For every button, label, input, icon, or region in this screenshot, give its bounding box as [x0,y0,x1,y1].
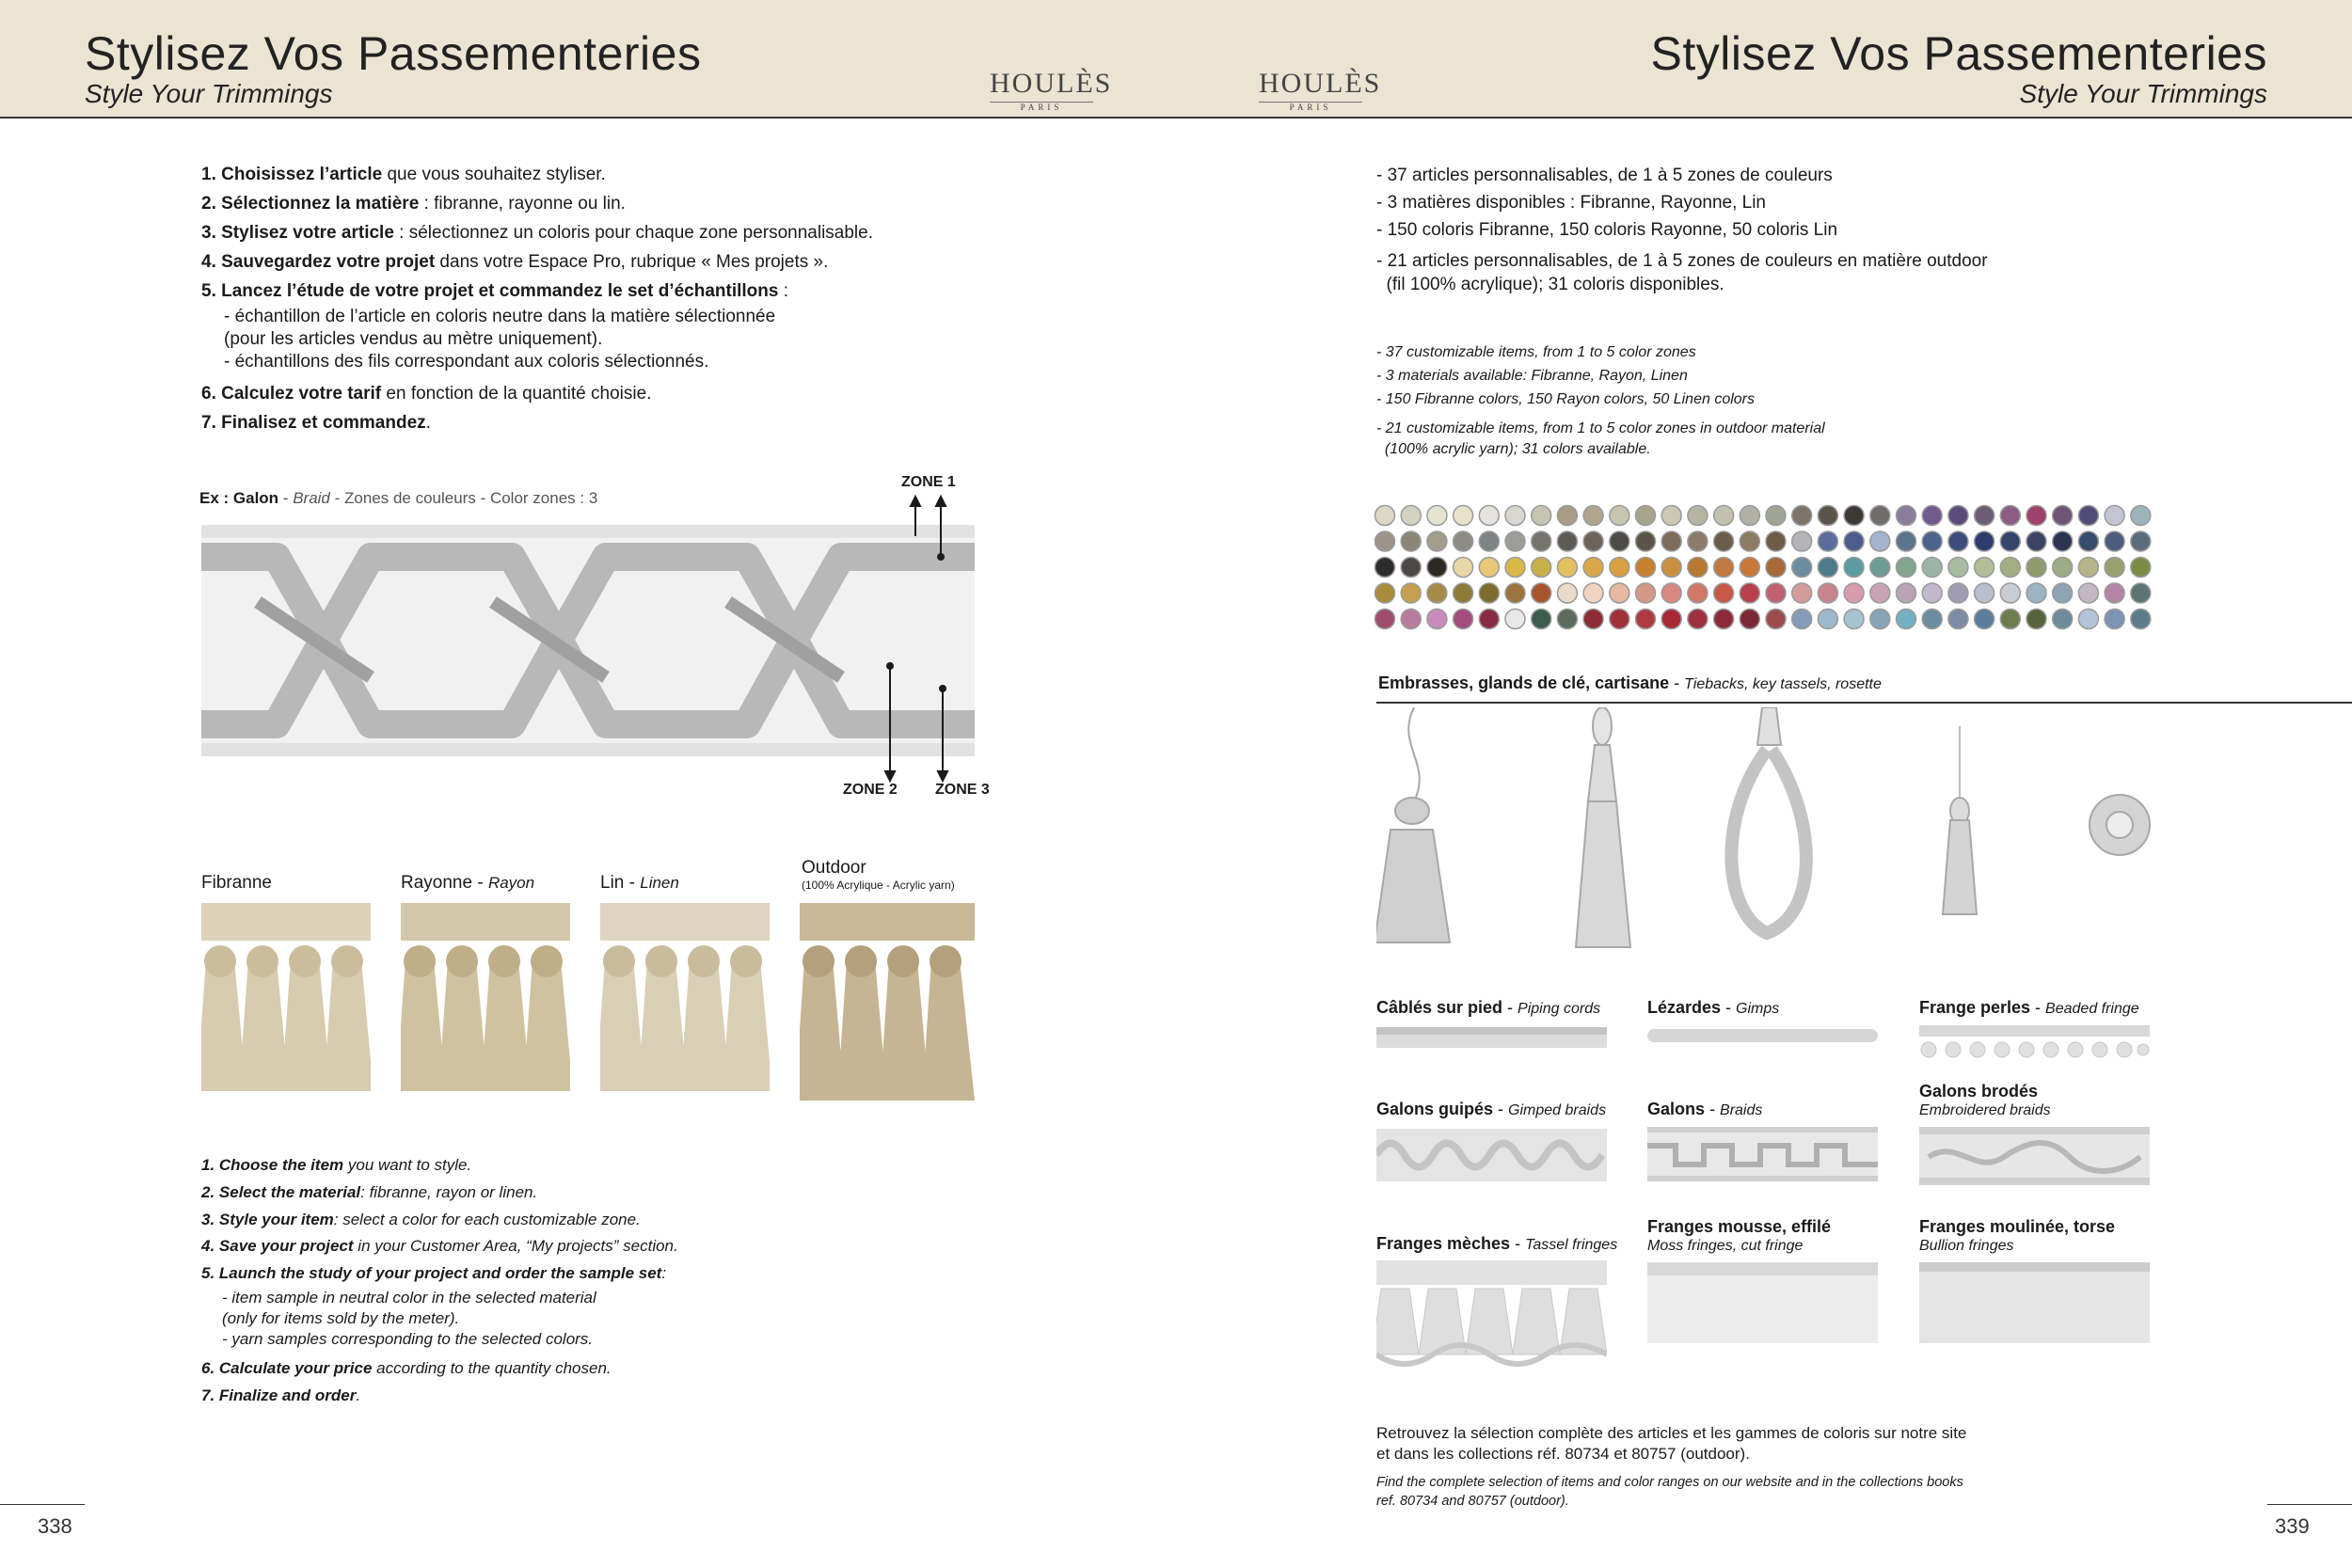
color-swatch [1766,506,1786,526]
color-swatch [1375,531,1395,551]
color-swatch [1532,506,1551,526]
right-page-rule [2267,1504,2352,1505]
left-page-rule [0,1504,85,1505]
color-swatch [1870,531,1890,551]
step-en: 5. Launch the study of your project and order the sample set: [201,1264,667,1283]
color-swatch [2026,531,2046,551]
bullion-fringes-image [1919,1262,2150,1345]
left-header-title: Stylisez Vos Passementeries [85,27,702,80]
step-fr: 4. Sauvegardez votre projet dans votre Espace Pro, rubrique « Mes projets ». [201,252,829,272]
color-swatch [1661,583,1681,603]
color-swatch [2131,583,2151,603]
color-swatch [1818,610,1837,629]
color-swatch [1948,610,1968,629]
color-swatch [1636,531,1656,551]
material-fibranne-label: Fibranne [201,873,272,893]
color-swatch [1427,531,1447,551]
color-swatch [1688,583,1708,603]
footer-en [1376,1473,2280,1511]
color-swatch [1505,610,1525,629]
color-swatch [1792,506,1812,526]
fact-en: - 3 materials available: Fibranne, Rayon, Linen [1376,368,1688,384]
right-header-title: Stylisez Vos Passementeries [1650,27,2267,80]
color-swatch [2131,558,2151,578]
footer-fr-line: et dans les collections réf. 80734 et 80757 (outdoor). [1376,1445,1750,1463]
color-swatch [2078,506,2098,526]
color-swatch [1479,610,1499,629]
logo-name: HOULÈS [990,68,1093,103]
step-5-detail: (pour les articles vendus au mètre uniquement). [224,329,603,349]
fact-en: - 150 Fibranne colors, 150 Rayon colors, 50 Linen colors [1376,391,1755,407]
color-swatch [1401,531,1421,551]
color-swatch [1714,583,1734,603]
right-page-number: 339 [2275,1514,2310,1538]
material-rayonne-label: Rayonne - Rayon [401,873,535,893]
moss-fringes-image [1647,1262,1878,1345]
color-swatch [1792,610,1812,629]
step-en: 7. Finalize and order. [201,1386,361,1404]
color-swatch [1740,558,1759,578]
color-swatch [2078,558,2098,578]
color-swatch [1975,506,1994,526]
color-swatch [1583,531,1603,551]
fact-fr: - 37 articles personnalisables, de 1 à 5 zones de couleurs [1376,166,1833,185]
color-swatch [1792,558,1812,578]
color-swatch [2053,558,2073,578]
left-page-number: 338 [38,1514,72,1538]
color-swatch [1479,506,1499,526]
color-swatch [1375,558,1395,578]
color-swatch [1583,506,1603,526]
step-fr: 2. Sélectionnez la matière : fibranne, rayonne ou lin. [201,194,626,214]
color-swatch [1844,531,1864,551]
footer-fr [1376,1423,2280,1465]
color-swatch [1688,558,1708,578]
color-swatch [2026,610,2046,629]
color-swatch [2053,583,2073,603]
material-outdoor-label: Outdoor [802,858,866,878]
example-caption: Ex : Galon - Braid - Zones de couleurs - Color zones : 3 [199,489,598,507]
category-moss-fringes-en: Moss fringes, cut fringe [1647,1238,1804,1254]
accessories-rule [1376,702,2352,704]
category-gimped-braids: Galons guipés - Gimped braids [1376,1100,1607,1118]
step-fr: 5. Lancez l’étude de votre projet et commandez le set d’échantillons : [201,281,788,301]
fact-outdoor-fr: (fil 100% acrylique); 31 coloris disponibles. [1376,275,1724,294]
color-swatch [1688,506,1708,526]
color-swatch [1897,506,1916,526]
color-swatch [1401,506,1421,526]
color-swatch [2000,583,2020,603]
step-5-detail-en: - yarn samples corresponding to the selected colors. [222,1329,594,1348]
color-swatch [2026,583,2046,603]
color-swatch [1661,558,1681,578]
material-lin-label: Lin - Linen [600,873,679,893]
color-swatch [2105,531,2124,551]
color-swatch [1714,531,1734,551]
lin-fringe-image [600,903,770,1102]
color-swatch [1583,583,1603,603]
color-swatch [1479,531,1499,551]
color-swatch [1661,506,1681,526]
category-tassel-fringes: Franges mèches - Tassel fringes [1376,1234,1618,1253]
color-swatch [1479,558,1499,578]
logo-city: PARIS [1020,103,1063,112]
color-swatch [1844,583,1864,603]
color-swatch [2105,558,2124,578]
zone-2-label: ZONE 2 [843,782,898,798]
color-swatch [1948,531,1968,551]
color-swatch [1583,610,1603,629]
color-swatch [1401,610,1421,629]
color-swatch [1557,583,1577,603]
color-swatch [1897,558,1916,578]
color-swatch [1557,506,1577,526]
category-braids: Galons - Braids [1647,1100,1763,1118]
color-swatch [1583,558,1603,578]
color-swatch-grid [1374,500,2154,636]
color-swatch [1375,610,1395,629]
color-swatch [1636,506,1656,526]
color-swatch [1948,558,1968,578]
color-swatch [1427,558,1447,578]
fact-fr: - 150 coloris Fibranne, 150 coloris Rayonne, 50 coloris Lin [1376,220,1838,240]
step-fr: 3. Stylisez votre article : sélectionnez un coloris pour chaque zone personnalisable. [201,223,873,243]
step-en: 2. Select the material: fibranne, rayon or linen. [201,1182,538,1201]
color-swatch [1766,610,1786,629]
color-swatch [1714,506,1734,526]
left-header-subtitle: Style Your Trimmings [85,79,333,108]
color-swatch [1740,506,1759,526]
fact-outdoor-en: (100% acrylic yarn); 31 colors available. [1376,441,1651,457]
color-swatch [1844,506,1864,526]
color-swatch [1792,583,1812,603]
brand-logo-right [1259,68,1382,112]
color-swatch [2078,610,2098,629]
right-header-subtitle: Style Your Trimmings [2019,79,2267,108]
logo-city: PARIS [1289,103,1332,112]
embroidered-braids-image [1919,1125,2150,1191]
category-embroidered-braids: Galons brodés [1919,1082,2039,1101]
color-swatch [1870,610,1890,629]
footer-en-line: Find the complete selection of items and color ranges on our website and in the collections books [1376,1475,1963,1490]
color-swatch [1818,583,1837,603]
color-swatch [1844,610,1864,629]
color-swatch [1610,558,1629,578]
color-swatch [1636,610,1656,629]
color-swatch [1975,610,1994,629]
color-swatch [1688,610,1708,629]
accessories-illustrations [1376,707,2167,952]
color-swatch [1375,583,1395,603]
color-swatch [1661,610,1681,629]
color-swatch [1948,506,1968,526]
step-5-detail: - échantillons des fils correspondant aux coloris sélectionnés. [224,352,709,372]
color-swatch [1766,558,1786,578]
fact-en: - 37 customizable items, from 1 to 5 color zones [1376,344,1696,360]
color-swatch [1922,506,1942,526]
color-swatch [1688,531,1708,551]
color-swatch [1870,506,1890,526]
color-swatch [1818,558,1837,578]
zone-1-label: ZONE 1 [901,474,956,490]
color-swatch [1792,531,1812,551]
gimps-image [1647,1025,1878,1048]
piping-cords-image [1376,1023,1607,1057]
color-swatch [1454,558,1473,578]
step-en: 1. Choose the item you want to style. [201,1156,472,1174]
color-swatch [1427,506,1447,526]
fact-fr: - 3 matières disponibles : Fibranne, Rayonne, Lin [1376,193,1767,213]
step-en: 6. Calculate your price according to the quantity chosen. [201,1358,612,1377]
color-swatch [1610,506,1629,526]
color-swatch [1818,531,1837,551]
color-swatch [1401,558,1421,578]
outdoor-fringe-image [800,903,975,1102]
color-swatch [2078,583,2098,603]
color-swatch [1505,531,1525,551]
facts-fr [1376,162,2280,296]
fibranne-fringe-image [201,903,371,1102]
color-swatch [1557,558,1577,578]
braid-illustration [201,489,1010,790]
accessories-title: Embrasses, glands de clé, cartisane - Tiebacks, key tassels, rosette [1378,673,1882,692]
braids-image [1647,1127,1878,1185]
color-swatch [1557,610,1577,629]
color-swatch [2000,558,2020,578]
step-fr: 7. Finalisez et commandez. [201,413,431,433]
step-en: 4. Save your project in your Customer Area, “My projects” section. [201,1237,678,1256]
color-swatch [1975,558,1994,578]
color-swatch [1454,583,1473,603]
fact-outdoor-fr: - 21 articles personnalisables, de 1 à 5 zones de couleurs en matière outdoor [1376,251,1988,271]
color-swatch [1975,531,1994,551]
color-swatch [2026,506,2046,526]
color-swatch [1532,531,1551,551]
color-swatch [1922,583,1942,603]
color-swatch [1454,531,1473,551]
color-swatch [1505,558,1525,578]
color-swatch [1975,583,1994,603]
color-swatch [1818,506,1837,526]
footer-fr-line: Retrouvez la sélection complète des articles et les gammes de coloris sur notre site [1376,1424,1967,1442]
color-swatch [1375,506,1395,526]
color-swatch [1532,583,1551,603]
color-swatch [1505,506,1525,526]
color-swatch [1610,583,1629,603]
color-swatch [1897,531,1916,551]
logo-name: HOULÈS [1259,68,1362,103]
brand-logo-left [990,68,1113,112]
color-swatch [2000,610,2020,629]
color-swatch [2131,506,2151,526]
zone-3-label: ZONE 3 [935,782,990,798]
color-swatch [2078,531,2098,551]
color-swatch [2026,558,2046,578]
color-swatch [1454,506,1473,526]
category-beaded-fringe: Frange perles - Beaded fringe [1919,998,2139,1017]
tassel-fringes-image [1376,1260,1607,1373]
steps-en [201,1152,1048,1410]
color-swatch [1714,610,1734,629]
color-swatch [1740,610,1759,629]
color-swatch [2131,531,2151,551]
steps-fr [201,160,1048,437]
color-swatch [1505,583,1525,603]
step-5-detail: - échantillon de l’article en coloris neutre dans la matière sélectionnée [224,307,776,326]
category-gimps: Lézardes - Gimps [1647,998,1780,1017]
color-swatch [1922,558,1942,578]
color-swatch [1661,531,1681,551]
color-swatch [1532,610,1551,629]
category-bullion-fringes: Franges moulinée, torse [1919,1217,2116,1236]
color-swatch [1479,583,1499,603]
material-outdoor-note: (100% Acrylique - Acrylic yarn) [802,879,955,892]
color-swatch [1766,531,1786,551]
color-swatch [2131,610,2151,629]
color-swatch [1740,583,1759,603]
color-swatch [1532,558,1551,578]
step-5-detail-en: - item sample in neutral color in the selected material [222,1288,596,1307]
step-5-detail-en: (only for items sold by the meter). [222,1308,460,1327]
category-embroidered-braids-en: Embroidered braids [1919,1102,2051,1118]
color-swatch [1870,583,1890,603]
color-swatch [1557,531,1577,551]
step-en: 3. Style your item: select a color for each customizable zone. [201,1210,641,1228]
color-swatch [1766,583,1786,603]
color-swatch [1714,558,1734,578]
rayonne-fringe-image [401,903,570,1102]
color-swatch [1922,610,1942,629]
category-bullion-fringes-en: Bullion fringes [1919,1238,2014,1254]
color-swatch [1401,583,1421,603]
step-fr: 1. Choisissez l’article que vous souhaitez styliser. [201,165,606,184]
color-swatch [2053,506,2073,526]
color-swatch [1844,558,1864,578]
footer-en-line: ref. 80734 and 80757 (outdoor). [1376,1494,1569,1509]
color-swatch [2105,610,2124,629]
category-piping-cords: Câblés sur pied - Piping cords [1376,998,1601,1017]
color-swatch [2105,506,2124,526]
color-swatch [2000,531,2020,551]
color-swatch [1870,558,1890,578]
color-swatch [1610,610,1629,629]
color-swatch [1610,531,1629,551]
step-fr: 6. Calculez votre tarif en fonction de la quantité choisie. [201,384,652,404]
color-swatch [1897,583,1916,603]
category-moss-fringes: Franges mousse, effilé [1647,1217,1832,1236]
color-swatch [1948,583,1968,603]
color-swatch [2105,583,2124,603]
fact-outdoor-en: - 21 customizable items, from 1 to 5 color zones in outdoor material [1376,420,1825,436]
color-swatch [1454,610,1473,629]
gimped-braids-image [1376,1127,1607,1185]
color-swatch [1740,531,1759,551]
color-swatch [1922,531,1942,551]
color-swatch [2053,610,2073,629]
color-swatch [1427,583,1447,603]
color-swatch [1636,583,1656,603]
color-swatch [2053,531,2073,551]
color-swatch [1427,610,1447,629]
facts-en [1376,341,2280,460]
color-swatch [2000,506,2020,526]
beaded-fringe-image [1919,1025,2150,1063]
color-swatch [1636,558,1656,578]
color-swatch [1897,610,1916,629]
